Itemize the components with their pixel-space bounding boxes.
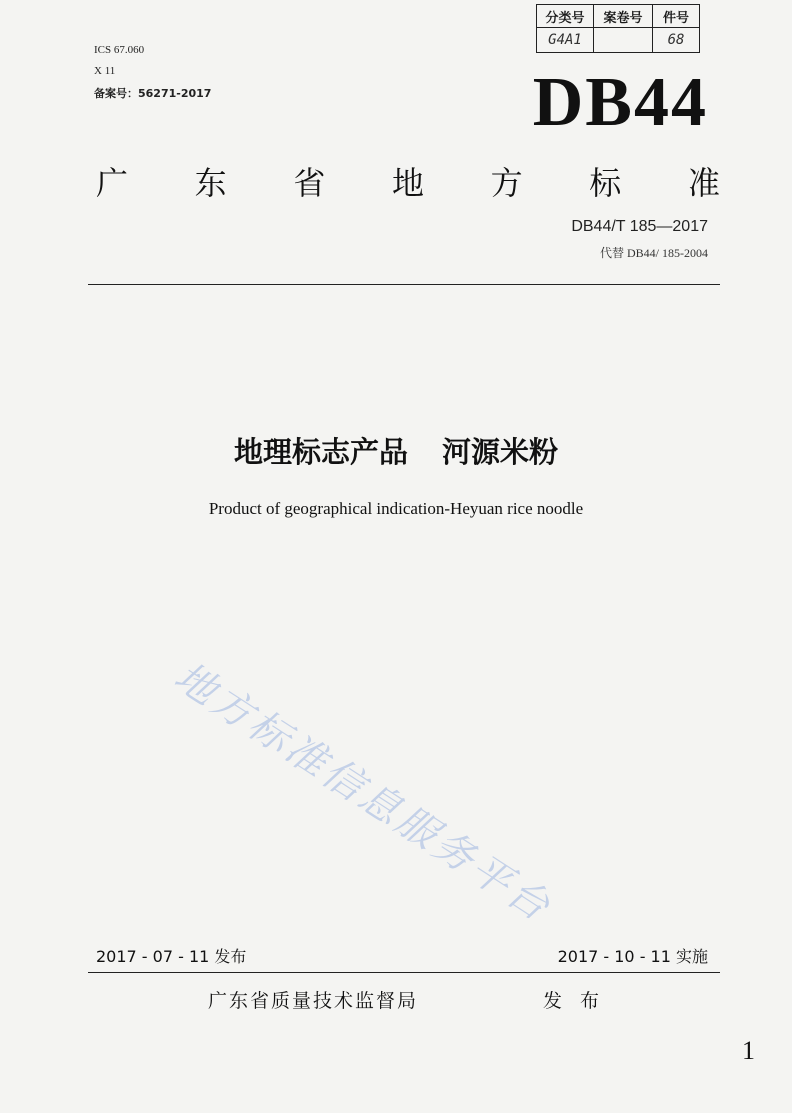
title-char: 准 — [687, 164, 720, 202]
standard-number: DB44/T 185—2017 — [571, 218, 708, 235]
title-char: 省 — [293, 164, 326, 202]
title-zh-part1: 地理标志产品 — [233, 435, 408, 469]
title-char: 东 — [194, 164, 227, 202]
page-number: 1 — [742, 1036, 755, 1065]
archive-stamp — [536, 4, 700, 53]
publisher: 广东省质量技术监督局 — [208, 990, 419, 1012]
top-divider — [88, 284, 720, 285]
record-number: 备案号：56271-2017 — [94, 87, 212, 100]
title-char: 地 — [391, 164, 424, 202]
stamp-value-class: G4A1 — [537, 28, 594, 53]
title-zh-part2: 河源米粉 — [442, 435, 559, 469]
province-standard-title — [96, 158, 720, 204]
classification-code: X 11 — [94, 65, 116, 77]
stamp-header-class: 分类号 — [537, 5, 594, 28]
implementation-date: 2017 - 10 - 11 实施 — [557, 947, 708, 966]
watermark-text: 地方标准信息服务平台 — [166, 653, 561, 932]
title-char: 广 — [96, 164, 129, 202]
stamp-header-file: 案卷号 — [594, 5, 653, 28]
stamp-value-file — [594, 28, 653, 53]
document-title-zh — [0, 430, 792, 471]
db44-logo: DB44 — [532, 64, 708, 141]
title-char: 标 — [589, 164, 622, 202]
replaces-note: 代替 DB44/ 185-2004 — [599, 246, 708, 260]
watermark — [165, 646, 565, 933]
title-char: 方 — [490, 164, 523, 202]
publish-label: 发 布 — [543, 990, 606, 1012]
bottom-divider — [88, 972, 720, 973]
stamp-header-item: 件号 — [653, 5, 700, 28]
document-title-en: Product of geographical indication-Heyuan rice noodle — [208, 499, 584, 518]
ics-code: ICS 67.060 — [94, 44, 145, 56]
stamp-value-item: 68 — [653, 28, 700, 53]
issue-date: 2017 - 07 - 11 发布 — [96, 947, 247, 966]
